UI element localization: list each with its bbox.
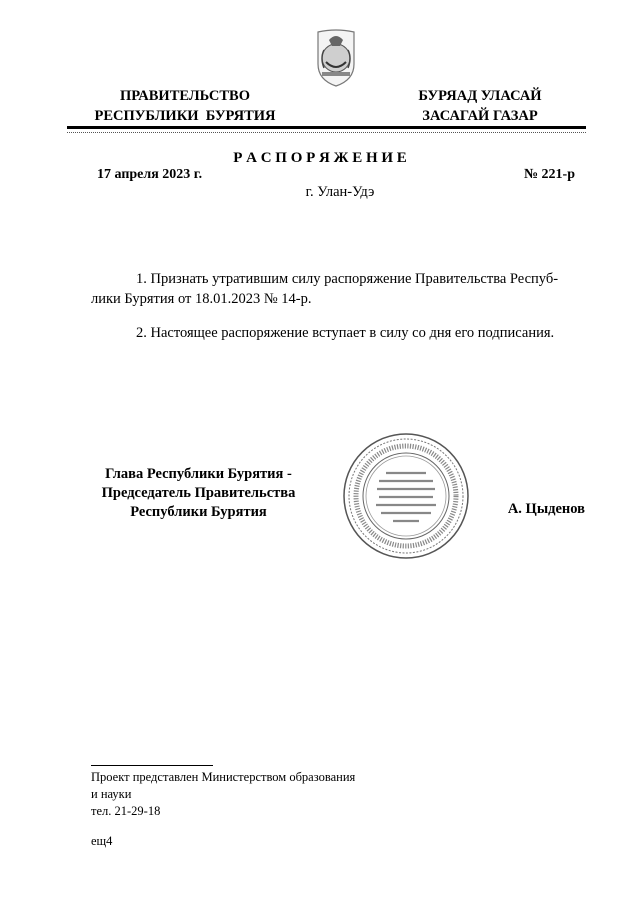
paragraph-1-line1: 1. Признать утратившим силу распоряжение Правительства Респуб- — [136, 271, 559, 287]
header-right-line2: ЗАСАГАЙ ГАЗАР — [422, 108, 538, 124]
paragraph-2: 2. Настоящее распоряжение вступает в силу со дня его подписания. — [136, 325, 555, 341]
footnote-phone: тел. 21-29-18 — [91, 804, 161, 818]
footnote-line1: Проект представлен Министерством образования — [91, 770, 356, 784]
signatory-title-line1: Глава Республики Бурятия - — [105, 466, 292, 482]
footnote-divider — [91, 765, 213, 766]
header-divider-dotted — [67, 132, 586, 133]
header-left-line2: РЕСПУБЛИКИ БУРЯТИЯ — [94, 108, 276, 124]
header-divider — [67, 126, 586, 129]
footnote — [91, 769, 411, 820]
signatory-title — [86, 465, 311, 522]
paragraph-1-line2: лики Бурятия от 18.01.2023 № 14-р. — [91, 291, 312, 307]
document-date: 17 апреля 2023 г. — [97, 167, 203, 182]
header-right — [390, 86, 570, 126]
official-seal-icon — [341, 431, 471, 561]
footnote-line2: и науки — [91, 787, 132, 801]
republic-emblem-icon — [312, 28, 360, 88]
signatory-title-line3: Республики Бурятия — [130, 504, 267, 520]
document-type: Р А С П О Р Я Ж Е Н И Е — [233, 150, 407, 166]
header-left — [70, 86, 300, 126]
footnote-code: ещ4 — [91, 834, 113, 848]
header-left-line1: ПРАВИТЕЛЬСТВО — [120, 88, 250, 104]
signatory-name: А. Цыденов — [507, 501, 585, 517]
document-city: г. Улан-Удэ — [305, 184, 375, 200]
signatory-title-line2: Председатель Правительства — [101, 485, 296, 501]
header-right-line1: БУРЯАД УЛАСАЙ — [418, 88, 542, 104]
document-number: № 221-р — [523, 167, 575, 182]
